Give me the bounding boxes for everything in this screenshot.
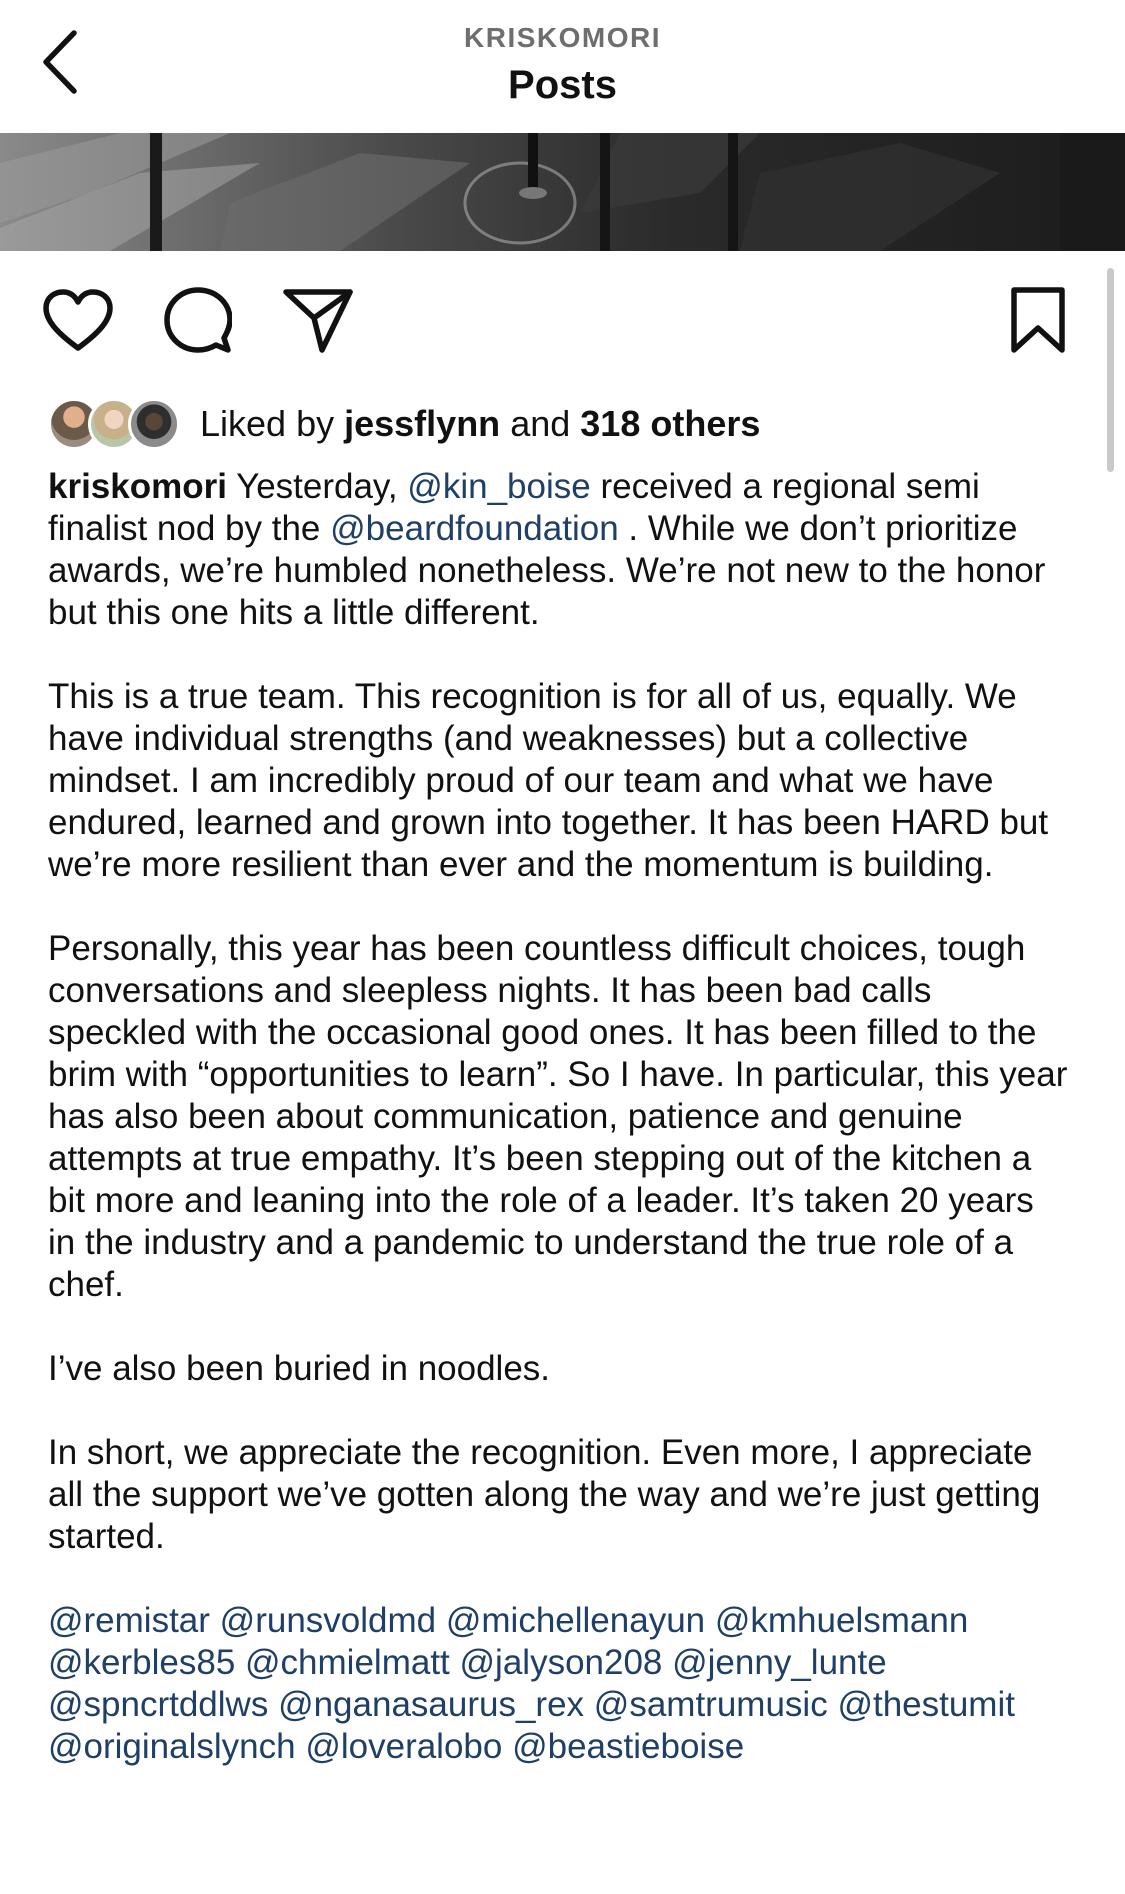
likes-connector: and <box>510 403 571 444</box>
likes-count[interactable]: 318 others <box>580 403 761 444</box>
liker-avatars <box>48 396 180 452</box>
liker-username[interactable]: jessflynn <box>344 403 501 444</box>
mention-link[interactable]: @beastieboise <box>512 1727 745 1766</box>
post-action-bar <box>0 280 1125 360</box>
tagged-users <box>48 1600 1068 1768</box>
mention-link[interactable]: @remistar <box>48 1601 210 1640</box>
caption-text: received a regional semi finalist nod by the <box>48 467 980 548</box>
mention-link[interactable]: @samtrumusic <box>593 1685 828 1724</box>
mention-link[interactable]: @kmhuelsmann <box>714 1601 969 1640</box>
share-button[interactable] <box>278 280 358 360</box>
mention-link[interactable]: @spncrtddlws <box>48 1685 269 1724</box>
mention-link[interactable]: @jalyson208 <box>459 1643 663 1682</box>
mention-link[interactable]: @kin_boise <box>407 467 591 506</box>
mention-link[interactable]: @michellenayun <box>445 1601 706 1640</box>
scrollbar[interactable] <box>1107 268 1114 472</box>
mention-link[interactable]: @originalslynch <box>48 1727 296 1766</box>
caption-text: Yesterday, <box>236 467 398 506</box>
caption-paragraph-4: I’ve also been buried in noodles. <box>48 1349 551 1388</box>
page-title: Posts <box>508 63 617 107</box>
mention-link[interactable]: @nganasaurus_rex <box>278 1685 585 1724</box>
top-nav-bar <box>0 0 1125 133</box>
caption-paragraph-3: Personally, this year has been countless difficult choices, tough conversations and sleepless nights. It has been bad calls speckled with the occasional good ones. It has been filled to the brim with “opportunities to learn”. So I have. In particular, this year has also been about communication, patience and genuine attempts at true empathy. It’s been stepping out of the kitchen a bit more and leaning into the role of a leader. It’s taken 20 years in the industry and a pandemic to understand the true role of a chef. <box>48 929 1068 1304</box>
likes-summary <box>200 402 760 446</box>
mention-link[interactable]: @thestumit <box>837 1685 1015 1724</box>
post-image[interactable] <box>0 133 1125 251</box>
header-username: KRISKOMORI <box>464 22 661 53</box>
comment-bubble-icon <box>164 286 232 354</box>
mention-link[interactable]: @runsvoldmd <box>219 1601 437 1640</box>
save-button[interactable] <box>998 280 1078 360</box>
caption-username[interactable]: kriskomori <box>48 467 227 506</box>
mention-link[interactable]: @beardfoundation <box>330 509 619 548</box>
caption-paragraph-1 <box>48 466 1068 634</box>
post-caption <box>48 466 1068 1768</box>
caption-paragraph-2: This is a true team. This recognition is for all of us, equally. We have individual strengths (and weaknesses) but a collective mindset. I am incredibly proud of our team and what we have endured, learned and grown into together. It has been HARD but we’re more resilient than ever and the momentum is building. <box>48 677 1049 884</box>
mention-link[interactable]: @chmielmatt <box>245 1643 450 1682</box>
like-button[interactable] <box>38 280 118 360</box>
comment-button[interactable] <box>158 280 238 360</box>
mention-link[interactable]: @jenny_lunte <box>672 1643 887 1682</box>
heart-icon <box>42 288 114 352</box>
likes-prefix: Liked by <box>200 403 335 444</box>
mention-link[interactable]: @kerbles85 <box>48 1643 236 1682</box>
mention-link[interactable]: @loveralobo <box>305 1727 503 1766</box>
caption-text: . While we don’t prioritize awards, we’re humbled nonetheless. We’re not new to the honor but this one hits a little different. <box>48 509 1046 632</box>
likes-row[interactable] <box>48 396 760 452</box>
header-titles <box>0 20 1125 110</box>
paper-plane-icon <box>282 286 354 354</box>
bookmark-icon <box>1008 286 1068 354</box>
avatar <box>128 398 180 450</box>
post-photo-graphic <box>0 133 1125 251</box>
caption-paragraph-5: In short, we appreciate the recognition. Even more, I appreciate all the support we’ve gotten along the way and we’re just getting started. <box>48 1433 1041 1556</box>
